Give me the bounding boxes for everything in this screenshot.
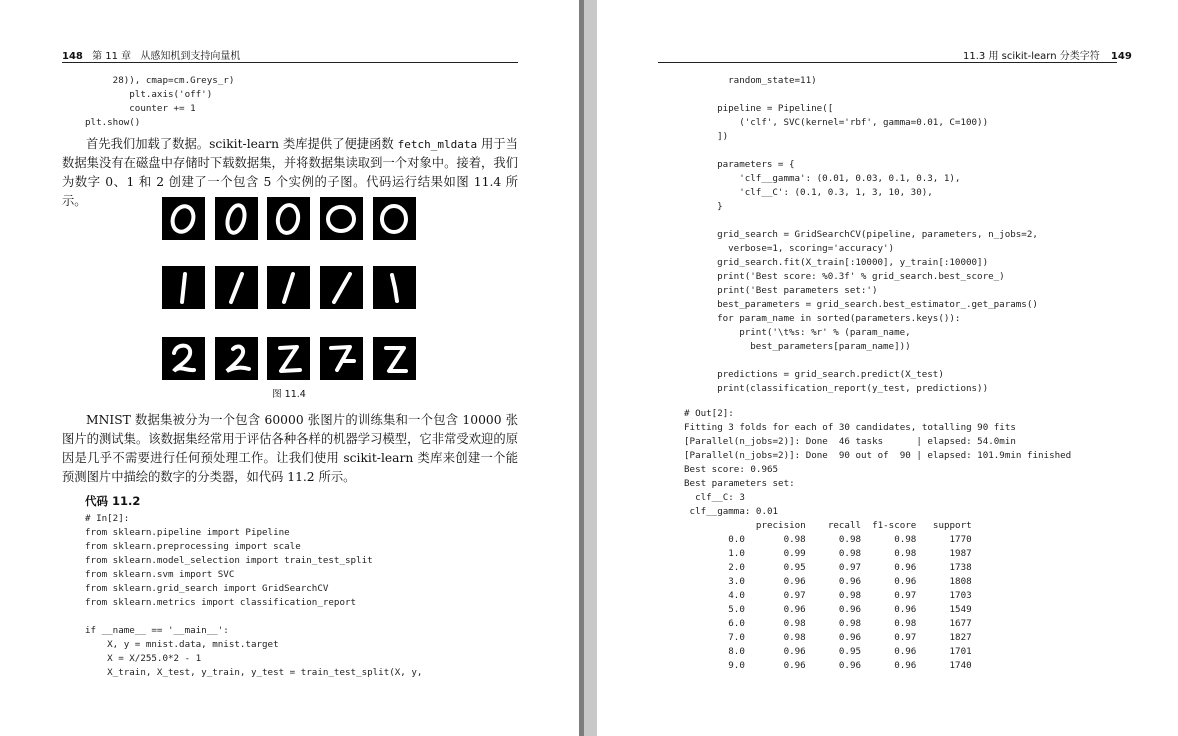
code-listing-11-2: # In[2]: from sklearn.pipeline import Pipeline from sklearn.preprocessing import scale from sklearn.model_selection import train_test_split from sklearn.svm import SVC from sklearn.grid_search import GridSearchCV from sklearn.metrics import classification_report if __name__ == '__main__': X, y = mnist.data, mnist.target X = X/255.0*2 - 1 X_train, X_test, y_train, y_test = train_test_split(X, y, <box>85 513 423 678</box>
code-snippet-top: 28)), cmap=cm.Greys_r) plt.axis('off') counter += 1 plt.show() <box>85 75 235 128</box>
digit-image-0 <box>267 197 310 240</box>
paragraph-intro: 首先我们加载了数据。scikit-learn 类库提供了便捷函数 fetch_mldata 用于当数据集没有在磁盘中存储时下载数据集，并将数据集读取到一个对象中。接着，我们为数字 0、1 和 2 创建了一个包含 5 个实例的子图。代码运行结果如图 11.4 所示。 <box>62 137 518 208</box>
listing-title: 代码 11.2 <box>85 494 141 508</box>
section-title: 11.3 用 scikit-learn 分类字符 <box>963 51 1100 62</box>
digit-image-1 <box>320 266 363 309</box>
inline-code-fetch-mldata: fetch_mldata <box>397 138 478 151</box>
code-listing-continued: random_state=11) pipeline = Pipeline([ ('clf', SVC(kernel='rbf', gamma=0.01, C=100)) ]) parameters = { 'clf__gamma': (0.01, 0.03, 0.1, 0.3, 1), 'clf__C': (0.1, 0.3, 1, 3, 10, 30), } grid_search = GridSearchCV(pipeline, parameters, n_jobs=2, verbose=1, scoring='accuracy') grid_search.fit(X_train[:10000], y_train[:10000]) print('Best score: %0.3f' % grid_search.best_score_) print('Best parameters set:') best_parameters = grid_search.best_estimator_.get_params() for param_name in sorted(parameters.keys()): print('\t%s: %r' % (param_name, best_parameters[param_name])) predictions = grid_search.predict(X_test) print(classification_report(y_test, predictions)) <box>717 75 1038 394</box>
digit-image-1 <box>373 266 416 309</box>
chapter-title: 从感知机到支持向量机 <box>140 51 241 62</box>
digit-image-1 <box>267 266 310 309</box>
digit-image-2 <box>162 337 205 380</box>
right-header-rule <box>658 62 1117 63</box>
digit-image-2 <box>215 337 258 380</box>
left-page <box>0 0 579 736</box>
right-page-number: 149 <box>1110 51 1132 62</box>
right-page-header <box>963 47 1132 62</box>
digit-image-1 <box>162 266 205 309</box>
output-block: # Out[2]: Fitting 3 folds for each of 30 candidates, totalling 90 fits [Parallel(n_jobs=2)]: Done 46 tasks | elapsed: 54.0min [Parallel(n_jobs=2)]: Done 90 out of 90 | elapsed: 101.9min finished Best score: 0.965 Best parameters set: clf__C: 3 clf__gamma: 0.01 precision recall f1-score support 0.0 0.98 0.98 0.98 1770 1.0 0.99 0.98 0.98 1987 2.0 0.95 0.97 0.96 1738 3.0 0.96 0.96 0.96 1808 4.0 0.97 0.98 0.97 1703 5.0 0.96 0.96 0.96 1549 6.0 0.98 0.98 0.98 1677 7.0 0.98 0.96 0.97 1827 8.0 0.96 0.95 0.96 1701 9.0 0.96 0.96 0.96 1740 <box>684 408 1072 671</box>
digit-image-0 <box>373 197 416 240</box>
digit-image-0 <box>215 197 258 240</box>
digit-image-2 <box>320 337 363 380</box>
digit-image-0 <box>320 197 363 240</box>
paragraph-mnist: MNIST 数据集被分为一个包含 60000 张图片的训练集和一个包含 10000 张图片的测试集。该数据集经常用于评估各种各样的机器学习模型，它非常受欢迎的原因是几乎不需要进行任何预处理工作。让我们使用 scikit-learn 类库来创建一个能预测图片中描绘的数字的分类器，如代码 11.2 所示。 <box>62 413 518 484</box>
figure-caption: 图 11.4 <box>272 389 306 400</box>
left-header-rule <box>62 62 518 63</box>
digit-image-2 <box>267 337 310 380</box>
digit-image-1 <box>215 266 258 309</box>
digit-image-2 <box>373 337 416 380</box>
left-page-header <box>62 47 240 62</box>
right-page <box>597 0 1178 736</box>
left-page-number: 148 <box>62 51 83 62</box>
chapter-label: 第 11 章 <box>92 51 132 62</box>
digit-image-0 <box>162 197 205 240</box>
page-gutter <box>584 0 597 736</box>
